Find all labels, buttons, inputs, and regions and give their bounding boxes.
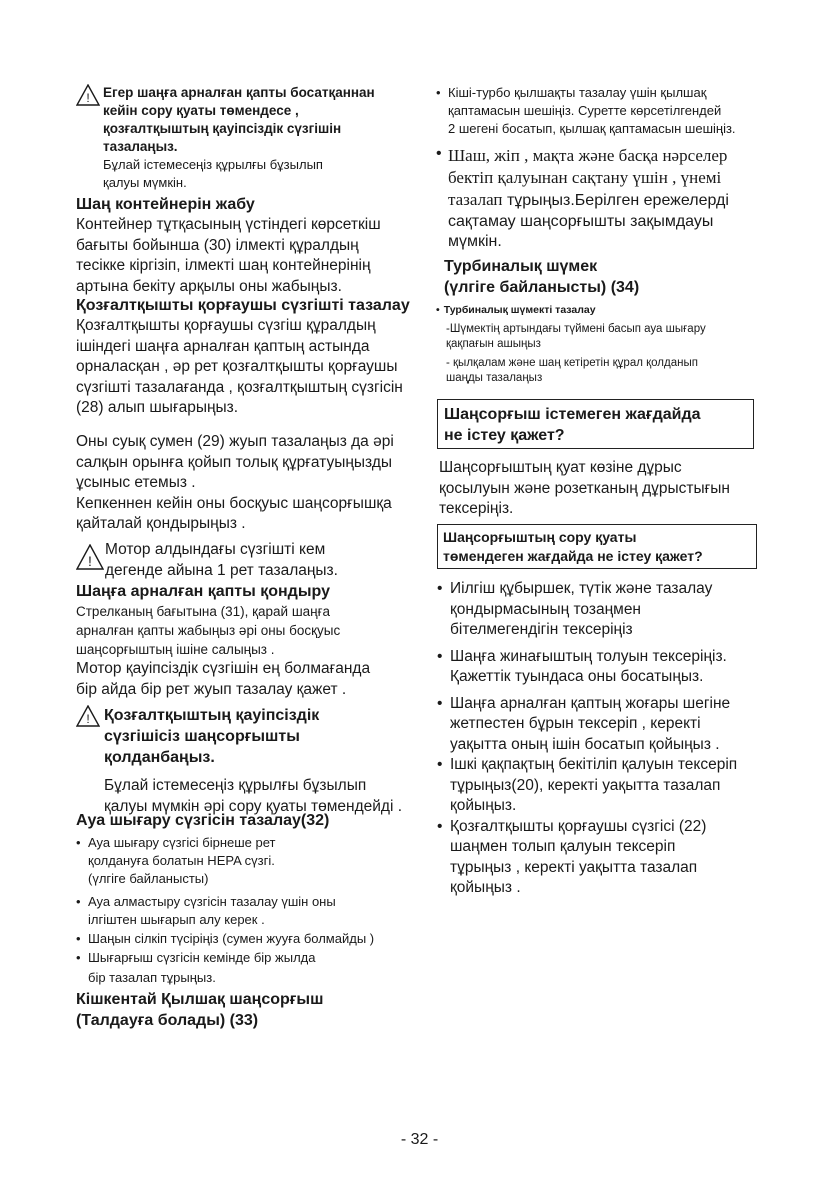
text-line: шаңды тазалаңыз (446, 372, 543, 384)
warning-1-line: қозғалтқыштың қауіпсіздік сүзгішін (103, 121, 342, 136)
text-line: Қажеттік туындаса оны босатыңыз. (450, 668, 704, 685)
warning-3-line: сүзгішісіз шаңсорғышты (104, 728, 300, 745)
text-line: қайталай қондырыңыз . (76, 515, 246, 532)
text-line: • Шаңға жинағыштың толуын тексеріңіз. (450, 647, 727, 665)
text-line: Контейнер тұтқасының үстіндегі көрсеткіш (76, 216, 381, 233)
text-line: бітелмегендігін тексеріңіз (450, 621, 633, 638)
box-title: Шаңсорғыштың сору қуаты (443, 529, 637, 545)
text-line: шаңсорғыштың ішіне салыңыз . (76, 642, 275, 657)
text-line: қолдануға болатын HEPA сүзгі. (88, 853, 275, 868)
warning-1-line: қалуы мүмкін. (103, 175, 187, 190)
warning-triangle-icon (76, 544, 104, 570)
section-heading: (үлгіге байланысты) (34) (444, 279, 640, 296)
text-line: • Шығарғыш сүзгісін кемінде бір жылда (88, 950, 316, 965)
box-2-list (437, 579, 797, 899)
list-item (436, 84, 796, 138)
warning-1-line: Егер шаңға арналған қапты босатқаннан (103, 85, 375, 100)
list-item (437, 817, 797, 899)
text-line: қаптамасын шешіңіз. Суретте көрсетілгендей (448, 103, 722, 118)
section-motor-filter-wash (76, 432, 431, 535)
section-heading: Қозғалтқышты қорғаушы сүзгішті тазалау (76, 297, 410, 314)
text-line: -Шүмектің артындағы түймені басып ауа шығару (446, 323, 706, 335)
svg-text:!: ! (88, 553, 92, 569)
text-line: тазалап (448, 190, 503, 209)
text-line: • Ауа шығару сүзгісі бірнеше рет (88, 835, 276, 850)
text-line: (28) алып шығарыңыз. (76, 399, 239, 416)
warning-triangle-icon (76, 705, 100, 727)
section-motor-filter (76, 295, 431, 419)
text-line: Шаңсорғыштың қуат көзіне дұрыс (439, 459, 682, 476)
faq-box-low-suction (437, 524, 757, 569)
text-line: бір айда бір рет жуып тазалау қажет . (76, 680, 347, 698)
warning-1-line: Бұлай істемесеңіз құрылғы бұзылып (103, 157, 323, 172)
text-line: ішіндегі шаңға арналған қаптың астында (76, 337, 370, 355)
warning-triangle-icon (76, 84, 100, 106)
list-item (76, 929, 431, 948)
list-item (436, 145, 796, 253)
text-line: ұсыныс етемыз . (76, 474, 196, 491)
text-line: Қозғалтқышты қорғаушы сүзгіш құралдың (76, 317, 376, 334)
text-line: • Шаш, жіп , мақта және басқа нәрселер (448, 146, 728, 165)
section-turbo-brush-clean (436, 84, 796, 138)
text-line: сақтамау шаңсорғышты зақымдауы (448, 212, 714, 230)
text-line: • Ішкі қақпақтың бекітіліп қалуын тексеріп (450, 756, 738, 773)
text-line: тұрыңыз.Берілген ережелерді (506, 192, 729, 209)
text-line: қақпағын ашыңыз (446, 338, 541, 350)
text-line: орналасқан , әр рет қозғалтқышты қорғаушы (76, 358, 398, 375)
warning-1-line: кейін сору қуаты төмендесе , (103, 103, 299, 118)
text-line: • Кіші-турбо қылшақты тазалау үшін қылшақ (448, 85, 707, 100)
section-container-close (76, 194, 426, 297)
text-line: жетпестен бұрын тексеріп , керекті (450, 715, 701, 732)
box-title: төмендеген жағдайда не істеу қажет? (443, 548, 703, 564)
section-heading: Шаң контейнерін жабу (76, 196, 255, 213)
text-line: тексеріңіз. (439, 500, 514, 517)
box-title: не істеу қажет? (444, 427, 565, 444)
warning-2-line: дегенде айына 1 рет тазалаңыз. (105, 561, 338, 579)
list-item (76, 893, 431, 929)
section-bag-attach (76, 581, 431, 700)
text-line: арналған қапты жабыңыз әрі оны босқуыс (76, 623, 341, 638)
warning-1-line: тазалаңыз. (103, 139, 178, 154)
section-heading: Турбиналық шүмек (444, 258, 598, 275)
box-title: Шаңсорғыш істемеген жағдайда (444, 406, 701, 423)
text-line: (үлгіге байланысты) (88, 871, 209, 886)
list-item (437, 647, 797, 688)
warning-3-line: Бұлай істемесеңіз құрылғы бұзылып (104, 777, 367, 794)
section-mini-brush (76, 989, 431, 1031)
text-line: тұрыңыз(20), керекті уақытта тазалап (450, 776, 721, 794)
text-line: Мотор қауіпсіздік сүзгішін ең болмағанда (76, 660, 371, 677)
text-line: бағыты бойынша (30) ілмекті құралдың (76, 236, 359, 254)
text-line: сүзгішті тазалағанда , қозғалтқыштың сүзгісін (76, 378, 403, 396)
section-turbo-nozzle (444, 256, 804, 298)
section-heading: Ауа шығару сүзгісін тазалау(32) (76, 812, 330, 829)
warning-3-line: Қозғалтқыштың қауіпсіздік (104, 707, 320, 724)
text-line: қойыңыз . (450, 879, 521, 896)
box-1-text (439, 458, 779, 520)
warning-2-line: Мотор алдындағы сүзгішті кем (105, 541, 326, 558)
list-item (437, 579, 797, 641)
text-line: қосылуын және розетканың дұрыстығын (439, 479, 730, 497)
text-line: - қылқалам және шаң кетіретін құрал қолданып (446, 357, 698, 369)
section-exhaust-filter (76, 810, 431, 988)
faq-box-not-working (437, 399, 754, 449)
text-line: • Иілгіш құбыршек, түтік және тазалау (450, 580, 713, 597)
text-line: бектіп қалуынан сақтану үшін , үнемі (448, 168, 722, 187)
svg-text:!: ! (86, 712, 90, 726)
text-line: ілгіштен шығарып алу керек . (88, 912, 265, 927)
text-line: артына бекіту арқылы оны жабыңыз. (76, 277, 342, 295)
text-line: мүмкін. (448, 233, 502, 250)
text-line: қойыңыз. (450, 797, 517, 814)
text-line: • Шаңын сілкіп түсіріңіз (сумен жууға болмайды ) (88, 931, 375, 946)
section-heading: Кішкентай Қылшақ шаңсорғыш (76, 991, 324, 1008)
text-line: 2 шегені босатып, қылшақ қаптамасын шешіңіз. (448, 121, 736, 136)
text-line: уақытта оның ішін босатып қойыңыз . (450, 735, 720, 753)
svg-text:!: ! (86, 91, 90, 105)
text-line: бір тазалап тұрыңыз. (88, 970, 216, 985)
text-line: шаңмен толып қалуын тексеріп (450, 838, 676, 855)
text-line: • Қозғалтқышты қорғаушы сүзгісі (22) (450, 817, 707, 835)
text-line: салқын орынға қойып толық құрғатуыңызды (76, 453, 393, 471)
text-line: тұрыңыз , керекті уақытта тазалап (450, 858, 698, 876)
text-line: Оны суық сумен (29) жуып тазалаңыз да әрі (76, 433, 394, 450)
section-heading: (Талдауға болады) (33) (76, 1012, 259, 1029)
sub-heading: • Турбиналық шүмекті тазалау (436, 304, 596, 316)
text-line: қондырмасының тозаңмен (450, 600, 641, 618)
turbo-nozzle-steps (436, 303, 796, 386)
page-number: - 32 - (400, 1131, 439, 1148)
text-line: Кепкеннен кейін оны босқуыс шаңсорғышқа (76, 494, 392, 512)
warning-3-line: қолданбаңыз. (104, 749, 215, 766)
text-line: • Шаңға арналған қаптың жоғары шегіне (450, 694, 731, 712)
list-item (76, 834, 431, 888)
list-item (437, 755, 797, 817)
section-hair-warning (436, 145, 796, 253)
list-item (437, 694, 797, 756)
list-item (76, 948, 431, 988)
text-line: • Ауа алмастыру сүзгісін тазалау үшін оны (88, 894, 336, 909)
warning-3-line: қалуы мүмкін әрі сору қуаты төмендейді . (104, 797, 402, 815)
text-line: Стрелканың бағытына (31), қарай шаңға (76, 604, 331, 619)
text-line: тесікке кіргізіп, ілмекті шаң контейнерінің (76, 257, 371, 274)
section-heading: Шаңға арналған қапты қондыру (76, 583, 330, 600)
